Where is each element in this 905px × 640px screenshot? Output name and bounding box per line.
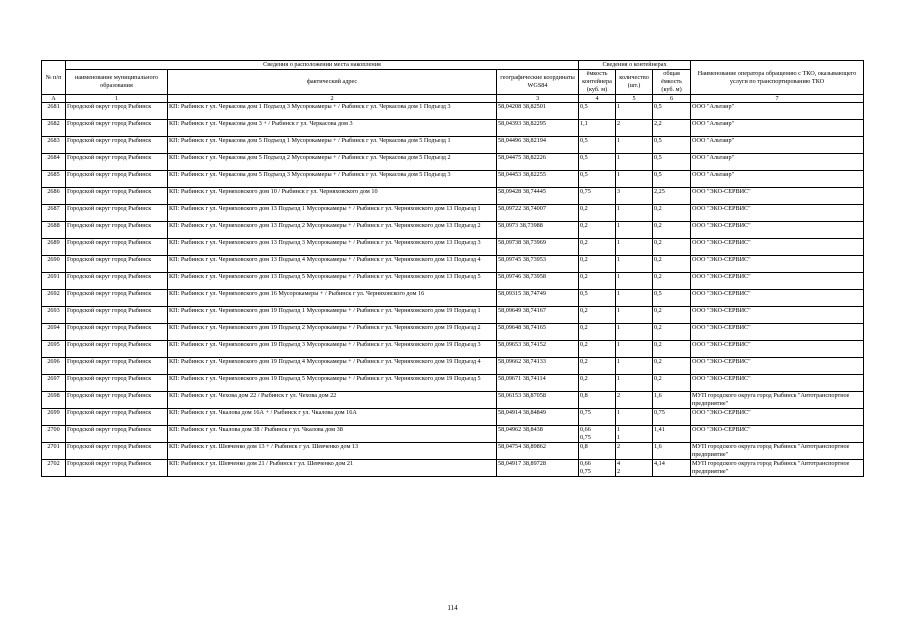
col-header-capacity: ёмкость контейнера (куб. м) xyxy=(579,70,616,95)
row-number: 2702 xyxy=(42,460,66,477)
coords-cell: 58,0973 38,73988 xyxy=(497,222,579,239)
address-cell: КП: Рыбинск г ул. Чехова дом 22 / Рыбинск г ул. Чехова дом 22 xyxy=(168,392,497,409)
coords-cell: 58,04393 38,82295 xyxy=(497,120,579,137)
column-index: 4 xyxy=(579,95,616,103)
capacity-cell: 0,75 xyxy=(579,409,616,426)
municipality-cell: Городской округ город Рыбинск xyxy=(66,409,168,426)
capacity-cell: 0,2 xyxy=(579,256,616,273)
coords-cell: 58,04754 38,89862 xyxy=(497,443,579,460)
capacity-cell: 0,5 xyxy=(579,171,616,188)
table-row xyxy=(42,392,864,409)
table-row xyxy=(42,443,864,460)
operator-cell: ООО "ЭКО-СЕРВИС" xyxy=(691,409,864,426)
capacity-cell: 0,66 0,75 xyxy=(579,426,616,443)
table-row xyxy=(42,137,864,154)
count-cell: 1 xyxy=(616,324,653,341)
count-cell: 1 xyxy=(616,273,653,290)
municipality-cell: Городской округ город Рыбинск xyxy=(66,256,168,273)
total-capacity-cell: 0,2 xyxy=(653,273,691,290)
row-number: 2695 xyxy=(42,341,66,358)
count-cell: 2 xyxy=(616,443,653,460)
count-cell: 1 xyxy=(616,409,653,426)
total-capacity-cell: 0,2 xyxy=(653,324,691,341)
operator-cell: ООО "Альтаир" xyxy=(691,137,864,154)
row-number: 2699 xyxy=(42,409,66,426)
address-cell: КП: Рыбинск г ул. Черняховского дом 19 Подъезд 4 Мусорокамеры + / Рыбинск г ул. Черняховского дом 19 Подъезд 4 xyxy=(168,358,497,375)
col-header-containers-group: Сведения о контейнерах xyxy=(579,61,691,70)
total-capacity-cell: 0,5 xyxy=(653,103,691,120)
row-number: 2701 xyxy=(42,443,66,460)
table-row xyxy=(42,222,864,239)
capacity-cell: 0,2 xyxy=(579,307,616,324)
coords-cell: 58,09648 38,74165 xyxy=(497,324,579,341)
table-row xyxy=(42,103,864,120)
total-capacity-cell: 0,2 xyxy=(653,341,691,358)
column-index: 3 xyxy=(497,95,579,103)
table-row xyxy=(42,307,864,324)
total-capacity-cell: 0,2 xyxy=(653,256,691,273)
capacity-cell: 0,2 xyxy=(579,205,616,222)
address-cell: КП: Рыбинск г ул. Черкасова дом 5 Подъезд 2 Мусорокамеры + / Рыбинск г ул. Черкасова дом 5 Подъезд 2 xyxy=(168,154,497,171)
table-row xyxy=(42,426,864,443)
coords-cell: 58,09653 38,74152 xyxy=(497,341,579,358)
row-number: 2696 xyxy=(42,358,66,375)
table-row xyxy=(42,171,864,188)
count-cell: 1 xyxy=(616,307,653,324)
operator-cell: ООО "ЭКО-СЕРВИС" xyxy=(691,188,864,205)
capacity-cell: 1,1 xyxy=(579,120,616,137)
row-number: 2684 xyxy=(42,154,66,171)
address-cell: КП: Рыбинск г ул. Черняховского дом 13 Подъезд 5 Мусорокамеры + / Рыбинск г ул. Черняховского дом 13 Подъезд 5 xyxy=(168,273,497,290)
operator-cell: ООО "ЭКО-СЕРВИС" xyxy=(691,239,864,256)
capacity-cell: 0,2 xyxy=(579,239,616,256)
table-row xyxy=(42,120,864,137)
address-cell: КП: Рыбинск г ул. Черняховского дом 19 Подъезд 5 Мусорокамеры + / Рыбинск г ул. Черняховского дом 19 Подъезд 5 xyxy=(168,375,497,392)
address-cell: КП: Рыбинск г ул. Черняховского дом 19 Подъезд 3 Мусорокамеры + / Рыбинск г ул. Черняховского дом 19 Подъезд 3 xyxy=(168,341,497,358)
total-capacity-cell: 0,2 xyxy=(653,222,691,239)
total-capacity-cell: 2,25 xyxy=(653,188,691,205)
table-row xyxy=(42,324,864,341)
coords-cell: 58,09649 38,74167 xyxy=(497,307,579,324)
page-number: 114 xyxy=(447,604,458,612)
table-row xyxy=(42,205,864,222)
municipality-cell: Городской округ город Рыбинск xyxy=(66,375,168,392)
operator-cell: ООО "ЭКО-СЕРВИС" xyxy=(691,205,864,222)
operator-cell: ООО "ЭКО-СЕРВИС" xyxy=(691,222,864,239)
row-number: 2692 xyxy=(42,290,66,307)
municipality-cell: Городской округ город Рыбинск xyxy=(66,120,168,137)
address-cell: КП: Рыбинск г ул. Шевченко дом 21 / Рыбинск г ул. Шевченко дом 21 xyxy=(168,460,497,477)
col-header-coords: географические координаты WGS84 xyxy=(497,70,579,95)
row-number: 2694 xyxy=(42,324,66,341)
count-cell: 1 xyxy=(616,239,653,256)
row-number: 2698 xyxy=(42,392,66,409)
col-header-address: фактический адрес xyxy=(168,70,497,95)
table-row xyxy=(42,256,864,273)
column-index: А xyxy=(42,95,66,103)
capacity-cell: 0,75 xyxy=(579,188,616,205)
operator-cell: ООО "ЭКО-СЕРВИС" xyxy=(691,290,864,307)
total-capacity-cell: 4,14 xyxy=(653,460,691,477)
coords-cell: 58,09738 38,73969 xyxy=(497,239,579,256)
municipality-cell: Городской округ город Рыбинск xyxy=(66,290,168,307)
municipality-cell: Городской округ город Рыбинск xyxy=(66,460,168,477)
total-capacity-cell: 0,2 xyxy=(653,375,691,392)
address-cell: КП: Рыбинск г ул. Черняховского дом 13 Подъезд 4 Мусорокамеры + / Рыбинск г ул. Черняховского дом 13 Подъезд 4 xyxy=(168,256,497,273)
capacity-cell: 0,5 xyxy=(579,103,616,120)
count-cell: 1 xyxy=(616,137,653,154)
address-cell: КП: Рыбинск г ул. Шевченко дом 13 + / Рыбинск г ул. Шевченко дом 13 xyxy=(168,443,497,460)
municipality-cell: Городской округ город Рыбинск xyxy=(66,103,168,120)
address-cell: КП: Рыбинск г ул. Черняховского дом 13 Подъезд 1 Мусорокамеры + / Рыбинск г ул. Черняховского дом 13 Подъезд 1 xyxy=(168,205,497,222)
capacity-cell: 0,5 xyxy=(579,154,616,171)
row-number: 2691 xyxy=(42,273,66,290)
coords-cell: 58,09671 38,74114 xyxy=(497,375,579,392)
row-number: 2693 xyxy=(42,307,66,324)
col-header-location-group: Сведения о расположении места накопления xyxy=(66,61,579,70)
operator-cell: МУП городского округа город Рыбинск "Автотранспортное предприятие" xyxy=(691,392,864,409)
address-cell: КП: Рыбинск г ул. Черкасова дом 5 Подъезд 3 Мусорокамеры + / Рыбинск г ул. Черкасова дом 5 Подъезд 3 xyxy=(168,171,497,188)
municipality-cell: Городской округ город Рыбинск xyxy=(66,205,168,222)
coords-cell: 58,04962 38,8438 xyxy=(497,426,579,443)
row-number: 2685 xyxy=(42,171,66,188)
col-header-count: количество (шт.) xyxy=(616,70,653,95)
coords-cell: 58,04914 38,84849 xyxy=(497,409,579,426)
coords-cell: 58,09745 38,73953 xyxy=(497,256,579,273)
municipality-cell: Городской округ город Рыбинск xyxy=(66,307,168,324)
coords-cell: 58,09746 38,73958 xyxy=(497,273,579,290)
operator-cell: ООО "Альтаир" xyxy=(691,171,864,188)
municipality-cell: Городской округ город Рыбинск xyxy=(66,324,168,341)
table-row xyxy=(42,358,864,375)
capacity-cell: 0,2 xyxy=(579,324,616,341)
address-cell: КП: Рыбинск г ул. Чкалова дом 38 / Рыбинск г ул. Чкалова дом 38 xyxy=(168,426,497,443)
total-capacity-cell: 0,5 xyxy=(653,137,691,154)
municipality-cell: Городской округ город Рыбинск xyxy=(66,426,168,443)
total-capacity-cell: 1,6 xyxy=(653,392,691,409)
col-header-municipality: наименование муниципального образования xyxy=(66,70,168,95)
table-row xyxy=(42,273,864,290)
municipality-cell: Городской округ город Рыбинск xyxy=(66,273,168,290)
coords-cell: 58,09315 38,74749 xyxy=(497,290,579,307)
municipality-cell: Городской округ город Рыбинск xyxy=(66,137,168,154)
row-number: 2697 xyxy=(42,375,66,392)
municipality-cell: Городской округ город Рыбинск xyxy=(66,188,168,205)
table-row xyxy=(42,154,864,171)
total-capacity-cell: 0,5 xyxy=(653,290,691,307)
count-cell: 1 xyxy=(616,341,653,358)
municipality-cell: Городской округ город Рыбинск xyxy=(66,222,168,239)
col-header-operator: Наименование оператора обращению с ТКО, оказывающего услуги по транспортированию ТКО xyxy=(691,61,864,95)
capacity-cell: 0,5 xyxy=(579,290,616,307)
total-capacity-cell: 0,2 xyxy=(653,358,691,375)
capacity-cell: 0,2 xyxy=(579,358,616,375)
row-number: 2687 xyxy=(42,205,66,222)
coords-cell: 58,04496 38,82194 xyxy=(497,137,579,154)
count-cell: 1 1 xyxy=(616,426,653,443)
address-cell: КП: Рыбинск г ул. Черняховского дом 19 Подъезд 1 Мусорокамеры + / Рыбинск г ул. Черняховского дом 19 Подъезд 1 xyxy=(168,307,497,324)
total-capacity-cell: 1,41 xyxy=(653,426,691,443)
row-number: 2688 xyxy=(42,222,66,239)
municipality-cell: Городской округ город Рыбинск xyxy=(66,392,168,409)
capacity-cell: 0,2 xyxy=(579,375,616,392)
table-row xyxy=(42,290,864,307)
address-cell: КП: Рыбинск г ул. Черняховского дом 16 Мусорокамеры + / Рыбинск г ул. Черняховского дом 16 xyxy=(168,290,497,307)
total-capacity-cell: 0,75 xyxy=(653,409,691,426)
address-cell: КП: Рыбинск г ул. Черкасова дом 3 + / Рыбинск г ул. Черкасова дом 3 xyxy=(168,120,497,137)
capacity-cell: 0,8 xyxy=(579,392,616,409)
row-number: 2682 xyxy=(42,120,66,137)
operator-cell: ООО "ЭКО-СЕРВИС" xyxy=(691,307,864,324)
operator-cell: МУП городского округа город Рыбинск "Автотранспортное предприятие" xyxy=(691,443,864,460)
count-cell: 2 xyxy=(616,120,653,137)
municipality-cell: Городской округ город Рыбинск xyxy=(66,171,168,188)
address-cell: КП: Рыбинск г ул. Черкасова дом 1 Подъезд 3 Мусорокамеры + / Рыбинск г ул. Черкасова дом 1 Подъезд 3 xyxy=(168,103,497,120)
coords-cell: 58,04208 38,82501 xyxy=(497,103,579,120)
operator-cell: МУП городского округа город Рыбинск "Автотранспортное предприятие" xyxy=(691,460,864,477)
total-capacity-cell: 0,5 xyxy=(653,171,691,188)
column-index: 6 xyxy=(653,95,691,103)
capacity-cell: 0,2 xyxy=(579,222,616,239)
column-index: 7 xyxy=(691,95,864,103)
coords-cell: 58,09662 38,74133 xyxy=(497,358,579,375)
operator-cell: ООО "ЭКО-СЕРВИС" xyxy=(691,375,864,392)
table-row xyxy=(42,188,864,205)
count-cell: 1 xyxy=(616,256,653,273)
column-index-row xyxy=(42,95,864,103)
operator-cell: ООО "ЭКО-СЕРВИС" xyxy=(691,426,864,443)
municipality-cell: Городской округ город Рыбинск xyxy=(66,239,168,256)
row-number: 2686 xyxy=(42,188,66,205)
table-row xyxy=(42,341,864,358)
operator-cell: ООО "ЭКО-СЕРВИС" xyxy=(691,273,864,290)
total-capacity-cell: 2,2 xyxy=(653,120,691,137)
total-capacity-cell: 0,2 xyxy=(653,205,691,222)
operator-cell: ООО "ЭКО-СЕРВИС" xyxy=(691,256,864,273)
operator-cell: ООО "ЭКО-СЕРВИС" xyxy=(691,358,864,375)
address-cell: КП: Рыбинск г ул. Черняховского дом 19 Подъезд 2 Мусорокамеры + / Рыбинск г ул. Черняховского дом 19 Подъезд 2 xyxy=(168,324,497,341)
address-cell: КП: Рыбинск г ул. Черняховского дом 13 Подъезд 2 Мусорокамеры + / Рыбинск г ул. Черняховского дом 13 Подъезд 2 xyxy=(168,222,497,239)
address-cell: КП: Рыбинск г ул. Черняховского дом 10 / Рыбинск г ул. Черняховского дом 10 xyxy=(168,188,497,205)
column-index: 2 xyxy=(168,95,497,103)
count-cell: 1 xyxy=(616,290,653,307)
row-number: 2689 xyxy=(42,239,66,256)
operator-cell: ООО "Альтаир" xyxy=(691,120,864,137)
count-cell: 4 2 xyxy=(616,460,653,477)
coords-cell: 58,06153 38,87058 xyxy=(497,392,579,409)
table-row xyxy=(42,375,864,392)
count-cell: 1 xyxy=(616,103,653,120)
count-cell: 1 xyxy=(616,171,653,188)
coords-cell: 58,04917 38,89728 xyxy=(497,460,579,477)
capacity-cell: 0,66 0,75 xyxy=(579,460,616,477)
operator-cell: ООО "ЭКО-СЕРВИС" xyxy=(691,341,864,358)
municipality-cell: Городской округ город Рыбинск xyxy=(66,443,168,460)
capacity-cell: 0,8 xyxy=(579,443,616,460)
count-cell: 2 xyxy=(616,392,653,409)
column-index: 1 xyxy=(66,95,168,103)
total-capacity-cell: 0,2 xyxy=(653,307,691,324)
count-cell: 3 xyxy=(616,188,653,205)
total-capacity-cell: 0,2 xyxy=(653,239,691,256)
capacity-cell: 0,2 xyxy=(579,341,616,358)
table-row xyxy=(42,460,864,477)
col-header-total: общая ёмкость (куб. м) xyxy=(653,70,691,95)
address-cell: КП: Рыбинск г ул. Чкалова дом 16А + / Рыбинск г ул. Чкалова дом 16А xyxy=(168,409,497,426)
row-number: 2700 xyxy=(42,426,66,443)
coords-cell: 58,09722 38,74007 xyxy=(497,205,579,222)
operator-cell: ООО "Альтаир" xyxy=(691,103,864,120)
coords-cell: 58,04475 38,82226 xyxy=(497,154,579,171)
count-cell: 1 xyxy=(616,358,653,375)
coords-cell: 58,04453 38,82255 xyxy=(497,171,579,188)
address-cell: КП: Рыбинск г ул. Черняховского дом 13 Подъезд 3 Мусорокамеры + / Рыбинск г ул. Черняховского дом 13 Подъезд 3 xyxy=(168,239,497,256)
row-number: 2690 xyxy=(42,256,66,273)
registry-table xyxy=(41,60,864,477)
operator-cell: ООО "ЭКО-СЕРВИС" xyxy=(691,324,864,341)
row-number: 2681 xyxy=(42,103,66,120)
total-capacity-cell: 1,6 xyxy=(653,443,691,460)
municipality-cell: Городской округ город Рыбинск xyxy=(66,341,168,358)
count-cell: 1 xyxy=(616,375,653,392)
capacity-cell: 0,5 xyxy=(579,137,616,154)
total-capacity-cell: 0,5 xyxy=(653,154,691,171)
coords-cell: 58,09428 38,74445 xyxy=(497,188,579,205)
col-header-no: № п/п xyxy=(42,61,66,95)
row-number: 2683 xyxy=(42,137,66,154)
count-cell: 1 xyxy=(616,205,653,222)
count-cell: 1 xyxy=(616,154,653,171)
capacity-cell: 0,2 xyxy=(579,273,616,290)
municipality-cell: Городской округ город Рыбинск xyxy=(66,154,168,171)
table-row xyxy=(42,409,864,426)
table-row xyxy=(42,239,864,256)
municipality-cell: Городской округ город Рыбинск xyxy=(66,358,168,375)
column-index: 5 xyxy=(616,95,653,103)
address-cell: КП: Рыбинск г ул. Черкасова дом 5 Подъезд 1 Мусорокамеры + / Рыбинск г ул. Черкасова дом 5 Подъезд 1 xyxy=(168,137,497,154)
operator-cell: ООО "Альтаир" xyxy=(691,154,864,171)
count-cell: 1 xyxy=(616,222,653,239)
